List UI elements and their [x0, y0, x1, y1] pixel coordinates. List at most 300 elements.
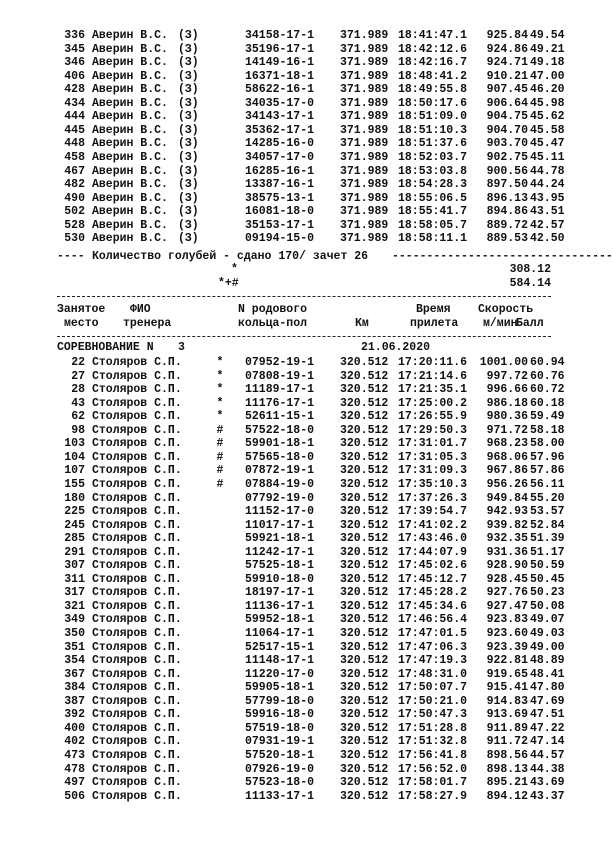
speed-cell: 1001.00	[479, 356, 528, 369]
km-cell: 320.512	[340, 545, 389, 559]
arrival-time-cell: 17:41:02.2	[398, 518, 468, 532]
km-cell: 371.989	[340, 96, 389, 110]
speed-cell: 924.86	[486, 42, 528, 56]
km-cell: 320.512	[340, 356, 389, 369]
table-row	[0, 519, 600, 533]
place-cell: 28	[71, 383, 85, 397]
table-row	[0, 735, 600, 749]
ring-cell: 52517-15-1	[245, 640, 315, 654]
ring-cell: 11064-17-1	[245, 627, 315, 640]
speed-cell: 898.13	[486, 762, 528, 776]
trainer-name-cell: Столяров С.П.	[92, 464, 182, 478]
trainer-name-cell: Столяров С.П.	[92, 667, 182, 681]
trainer-name-cell: Аверин В.С.	[92, 218, 168, 232]
score-cell: 53.57	[530, 505, 565, 519]
arrival-time-cell: 18:55:06.5	[398, 191, 468, 205]
column-header-line2	[0, 317, 600, 331]
place-cell: 387	[64, 694, 85, 708]
header-ball: Балл	[516, 317, 544, 330]
arrival-time-cell: 18:54:28.3	[398, 178, 468, 192]
header-ring: N родового	[238, 303, 308, 316]
speed-cell: 924.71	[486, 56, 528, 70]
km-cell: 320.512	[340, 518, 389, 532]
ring-cell: 59921-18-1	[245, 532, 315, 546]
mark-cell: *	[216, 356, 224, 369]
place-cell: 27	[71, 369, 85, 383]
speed-cell: 928.90	[486, 559, 528, 573]
arrival-time-cell: 18:41:47.1	[398, 29, 468, 42]
trainer-name-cell: Аверин В.С.	[92, 123, 168, 137]
place-cell: 180	[64, 491, 85, 505]
ring-cell: 11017-17-1	[245, 518, 315, 532]
table-row	[0, 464, 600, 478]
score-cell: 42.50	[530, 232, 565, 246]
place-cell: 107	[64, 464, 85, 478]
score-cell: 60.72	[530, 383, 565, 397]
place-cell: 285	[64, 532, 85, 546]
speed-cell: 906.64	[486, 96, 528, 110]
km-cell: 320.512	[340, 748, 389, 762]
mark-cell: *	[216, 396, 224, 410]
trainer-name-cell: Столяров С.П.	[92, 450, 182, 464]
speed-cell: 939.82	[486, 518, 528, 532]
arrival-time-cell: 17:31:01.7	[398, 437, 468, 451]
table-row	[0, 532, 600, 546]
header-top-divider	[57, 296, 551, 297]
code-cell: (З)	[178, 42, 199, 56]
score-cell: 57.96	[530, 450, 565, 464]
score-cell: 43.95	[530, 191, 565, 205]
km-cell: 320.512	[340, 396, 389, 410]
place-cell: 528	[64, 218, 85, 232]
score-cell: 49.07	[530, 613, 565, 627]
summary-dashes: --------------------------------	[392, 250, 613, 263]
ring-cell: 57520-18-1	[245, 748, 315, 762]
speed-cell: 894.12	[486, 789, 528, 803]
code-cell: (З)	[178, 123, 199, 137]
table-row	[0, 546, 600, 560]
arrival-time-cell: 17:51:32.8	[398, 735, 468, 749]
trainer-name-cell: Столяров С.П.	[92, 694, 182, 708]
km-cell: 320.512	[340, 694, 389, 708]
ring-cell: 07952-19-1	[245, 356, 315, 369]
ring-cell: 07884-19-0	[245, 477, 315, 491]
mark-cell: *	[216, 383, 224, 397]
arrival-time-cell: 18:58:05.7	[398, 218, 468, 232]
place-cell: 400	[64, 721, 85, 735]
km-cell: 320.512	[340, 559, 389, 573]
table-row	[0, 478, 600, 492]
place-cell: 490	[64, 191, 85, 205]
km-cell: 371.989	[340, 150, 389, 164]
speed-cell: 911.89	[486, 721, 528, 735]
speed-cell: 996.66	[486, 383, 528, 397]
arrival-time-cell: 18:50:17.6	[398, 96, 468, 110]
table-row	[0, 356, 600, 370]
score-cell: 44.38	[530, 762, 565, 776]
table-row	[0, 29, 600, 43]
trainer-name-cell: Столяров С.П.	[92, 613, 182, 627]
score-cell: 47.00	[530, 69, 565, 83]
km-cell: 320.512	[340, 572, 389, 586]
trainer-name-cell: Столяров С.П.	[92, 369, 182, 383]
arrival-time-cell: 17:46:56.4	[398, 613, 468, 627]
trainer-name-cell: Столяров С.П.	[92, 640, 182, 654]
arrival-time-cell: 17:47:19.3	[398, 654, 468, 668]
place-cell: 502	[64, 205, 85, 219]
arrival-time-cell: 17:45:34.6	[398, 599, 468, 613]
speed-cell: 910.21	[486, 69, 528, 83]
table-row	[0, 681, 600, 695]
place-cell: 349	[64, 613, 85, 627]
trainer-name-cell: Аверин В.С.	[92, 96, 168, 110]
ring-cell: 13387-16-1	[245, 178, 315, 192]
place-cell: 245	[64, 518, 85, 532]
km-cell: 320.512	[340, 762, 389, 776]
total-star-mark: *	[231, 263, 238, 276]
table-row	[0, 749, 600, 763]
arrival-time-cell: 17:44:07.9	[398, 545, 468, 559]
speed-cell: 923.60	[486, 627, 528, 640]
ring-cell: 14285-16-0	[245, 137, 315, 151]
place-cell: 392	[64, 708, 85, 722]
speed-cell: 927.76	[486, 586, 528, 600]
trainer-name-cell: Аверин В.С.	[92, 29, 168, 42]
ring-cell: 38575-13-1	[245, 191, 315, 205]
table-row	[0, 613, 600, 627]
place-cell: 458	[64, 150, 85, 164]
table-row	[0, 586, 600, 600]
km-cell: 320.512	[340, 383, 389, 397]
score-cell: 49.21	[530, 42, 565, 56]
place-cell: 225	[64, 505, 85, 519]
ring-cell: 07872-19-1	[245, 464, 315, 478]
trainer-name-cell: Столяров С.П.	[92, 654, 182, 668]
arrival-time-cell: 18:51:10.3	[398, 123, 468, 137]
place-cell: 345	[64, 42, 85, 56]
km-cell: 320.512	[340, 640, 389, 654]
mark-cell: #	[216, 477, 224, 491]
speed-cell: 902.75	[486, 150, 528, 164]
score-cell: 48.89	[530, 654, 565, 668]
table-row	[0, 70, 600, 84]
competition-label: СОРЕВНОВАНИЕ N	[57, 341, 154, 354]
km-cell: 371.989	[340, 123, 389, 137]
place-cell: 43	[71, 396, 85, 410]
code-cell: (З)	[178, 164, 199, 178]
score-cell: 45.58	[530, 123, 565, 137]
table-row	[0, 124, 600, 138]
trainer-name-cell: Аверин В.С.	[92, 191, 168, 205]
table-row	[0, 790, 600, 804]
speed-cell: 903.70	[486, 137, 528, 151]
ring-cell: 34057-17-0	[245, 150, 315, 164]
arrival-time-cell: 17:21:14.6	[398, 369, 468, 383]
table-row	[0, 722, 600, 736]
ring-cell: 57519-18-0	[245, 721, 315, 735]
arrival-time-cell: 17:35:10.3	[398, 477, 468, 491]
arrival-time-cell: 17:45:12.7	[398, 572, 468, 586]
table-row	[0, 205, 600, 219]
km-cell: 320.512	[340, 505, 389, 519]
speed-cell: 980.36	[486, 410, 528, 424]
place-cell: 473	[64, 748, 85, 762]
score-cell: 58.00	[530, 437, 565, 451]
table-row	[0, 627, 600, 641]
score-cell: 44.24	[530, 178, 565, 192]
place-cell: 428	[64, 83, 85, 97]
ring-cell: 34158-17-1	[245, 29, 315, 42]
trainer-name-cell: Столяров С.П.	[92, 383, 182, 397]
ring-cell: 11148-17-1	[245, 654, 315, 668]
ring-cell: 59952-18-1	[245, 613, 315, 627]
competition-date: 21.06.2020	[361, 341, 431, 354]
place-cell: 321	[64, 599, 85, 613]
km-cell: 320.512	[340, 477, 389, 491]
place-cell: 506	[64, 789, 85, 803]
table-row	[0, 110, 600, 124]
summary-row	[0, 250, 613, 264]
arrival-time-cell: 17:31:05.3	[398, 450, 468, 464]
speed-cell: 967.86	[486, 464, 528, 478]
header-ring-2: кольца-пол	[238, 317, 308, 330]
trainer-name-cell: Столяров С.П.	[92, 356, 182, 369]
km-cell: 320.512	[340, 721, 389, 735]
trainer-name-cell: Столяров С.П.	[92, 545, 182, 559]
speed-cell: 928.45	[486, 572, 528, 586]
arrival-time-cell: 17:50:21.0	[398, 694, 468, 708]
score-cell: 60.76	[530, 369, 565, 383]
trainer-name-cell: Аверин В.С.	[92, 83, 168, 97]
trainer-name-cell: Столяров С.П.	[92, 396, 182, 410]
score-cell: 46.20	[530, 83, 565, 97]
table-row	[0, 763, 600, 777]
code-cell: (З)	[178, 150, 199, 164]
code-cell: (З)	[178, 232, 199, 246]
arrival-time-cell: 17:56:52.0	[398, 762, 468, 776]
score-cell: 43.69	[530, 776, 565, 790]
trainer-name-cell: Столяров С.П.	[92, 627, 182, 640]
total-starhash-mark: *+#	[218, 277, 239, 290]
table-row	[0, 370, 600, 384]
table-row	[0, 573, 600, 587]
code-cell: (З)	[178, 191, 199, 205]
score-cell: 50.45	[530, 572, 565, 586]
trainer-name-cell: Столяров С.П.	[92, 559, 182, 573]
score-cell: 48.41	[530, 667, 565, 681]
score-cell: 43.37	[530, 789, 565, 803]
table-row	[0, 178, 600, 192]
speed-cell: 904.75	[486, 110, 528, 124]
score-cell: 59.49	[530, 410, 565, 424]
table-row	[0, 43, 600, 57]
mark-cell: #	[216, 423, 224, 437]
arrival-time-cell: 17:56:41.8	[398, 748, 468, 762]
ring-cell: 16081-18-0	[245, 205, 315, 219]
score-cell: 49.18	[530, 56, 565, 70]
table-row	[0, 383, 600, 397]
table-row	[0, 695, 600, 709]
table-row	[0, 776, 600, 790]
trainer-name-cell: Столяров С.П.	[92, 423, 182, 437]
place-cell: 62	[71, 410, 85, 424]
speed-cell: 949.84	[486, 491, 528, 505]
arrival-time-cell: 17:39:54.7	[398, 505, 468, 519]
arrival-time-cell: 17:45:28.2	[398, 586, 468, 600]
speed-cell: 927.47	[486, 599, 528, 613]
km-cell: 371.989	[340, 110, 389, 124]
score-cell: 56.11	[530, 477, 565, 491]
km-cell: 371.989	[340, 178, 389, 192]
code-cell: (З)	[178, 56, 199, 70]
score-cell: 47.69	[530, 694, 565, 708]
header-km: Км	[355, 317, 369, 330]
score-cell: 43.51	[530, 205, 565, 219]
code-cell: (З)	[178, 69, 199, 83]
score-cell: 45.47	[530, 137, 565, 151]
ring-cell: 59916-18-0	[245, 708, 315, 722]
score-cell: 50.59	[530, 559, 565, 573]
competition-row	[0, 341, 600, 355]
speed-cell: 911.72	[486, 735, 528, 749]
speed-cell: 931.36	[486, 545, 528, 559]
header-name: ФИО	[130, 303, 151, 316]
trainer-name-cell: Столяров С.П.	[92, 708, 182, 722]
speed-cell: 968.06	[486, 450, 528, 464]
trainer-name-cell: Столяров С.П.	[92, 748, 182, 762]
place-cell: 530	[64, 232, 85, 246]
place-cell: 367	[64, 667, 85, 681]
arrival-time-cell: 18:42:16.7	[398, 56, 468, 70]
arrival-time-cell: 17:50:07.7	[398, 681, 468, 695]
code-cell: (З)	[178, 29, 199, 42]
speed-cell: 986.18	[486, 396, 528, 410]
place-cell: 346	[64, 56, 85, 70]
summary-lead: ----	[57, 250, 85, 263]
ring-cell: 16371-18-1	[245, 69, 315, 83]
mark-cell: #	[216, 437, 224, 451]
speed-cell: 915.41	[486, 681, 528, 695]
competition-number: 3	[178, 341, 185, 354]
arrival-time-cell: 18:42:12.6	[398, 42, 468, 56]
score-cell: 50.23	[530, 586, 565, 600]
score-cell: 55.20	[530, 491, 565, 505]
score-cell: 49.03	[530, 627, 565, 640]
speed-cell: 898.56	[486, 748, 528, 762]
speed-cell: 904.70	[486, 123, 528, 137]
trainer-name-cell: Столяров С.П.	[92, 599, 182, 613]
speed-cell: 889.72	[486, 218, 528, 232]
arrival-time-cell: 17:47:01.5	[398, 627, 468, 640]
place-cell: 317	[64, 586, 85, 600]
place-cell: 103	[64, 437, 85, 451]
place-cell: 307	[64, 559, 85, 573]
trainer-name-cell: Аверин В.С.	[92, 137, 168, 151]
score-cell: 45.11	[530, 150, 565, 164]
km-cell: 371.989	[340, 29, 389, 42]
table-row	[0, 505, 600, 519]
place-cell: 98	[71, 423, 85, 437]
place-cell: 444	[64, 110, 85, 124]
place-cell: 350	[64, 627, 85, 640]
table-row	[0, 165, 600, 179]
trainer-name-cell: Аверин В.С.	[92, 178, 168, 192]
ring-cell: 58622-16-1	[245, 83, 315, 97]
km-cell: 320.512	[340, 369, 389, 383]
arrival-time-cell: 17:50:47.3	[398, 708, 468, 722]
km-cell: 320.512	[340, 437, 389, 451]
km-cell: 371.989	[340, 218, 389, 232]
km-cell: 320.512	[340, 410, 389, 424]
arrival-time-cell: 18:49:55.8	[398, 83, 468, 97]
speed-cell: 896.13	[486, 191, 528, 205]
score-cell: 45.62	[530, 110, 565, 124]
speed-cell: 923.83	[486, 613, 528, 627]
arrival-time-cell: 17:58:01.7	[398, 776, 468, 790]
table-row	[0, 97, 600, 111]
ring-cell: 11242-17-1	[245, 545, 315, 559]
km-cell: 320.512	[340, 491, 389, 505]
arrival-time-cell: 18:53:03.8	[398, 164, 468, 178]
trainer-name-cell: Столяров С.П.	[92, 572, 182, 586]
place-cell: 467	[64, 164, 85, 178]
trainer-name-cell: Столяров С.П.	[92, 532, 182, 546]
trainer-name-cell: Аверин В.С.	[92, 164, 168, 178]
speed-cell: 922.81	[486, 654, 528, 668]
ring-cell: 59901-18-1	[245, 437, 315, 451]
header-time: Время	[416, 303, 451, 316]
km-cell: 371.989	[340, 191, 389, 205]
arrival-time-cell: 17:25:00.2	[398, 396, 468, 410]
km-cell: 320.512	[340, 627, 389, 640]
ring-cell: 07926-19-0	[245, 762, 315, 776]
score-cell: 47.14	[530, 735, 565, 749]
speed-cell: 971.72	[486, 423, 528, 437]
km-cell: 371.989	[340, 205, 389, 219]
table-row	[0, 654, 600, 668]
place-cell: 311	[64, 572, 85, 586]
score-cell: 51.39	[530, 532, 565, 546]
mark-cell: #	[216, 450, 224, 464]
header-name-2: тренера	[123, 317, 172, 330]
ring-cell: 34143-17-1	[245, 110, 315, 124]
code-cell: (З)	[178, 205, 199, 219]
code-cell: (З)	[178, 110, 199, 124]
place-cell: 155	[64, 477, 85, 491]
ring-cell: 11133-17-1	[245, 789, 315, 803]
score-cell: 45.98	[530, 96, 565, 110]
table-row	[0, 708, 600, 722]
ring-cell: 09194-15-0	[245, 232, 315, 246]
ring-cell: 57799-18-0	[245, 694, 315, 708]
mark-cell: *	[216, 369, 224, 383]
km-cell: 320.512	[340, 423, 389, 437]
ring-cell: 07808-19-1	[245, 369, 315, 383]
ring-cell: 59910-18-0	[245, 572, 315, 586]
speed-cell: 913.69	[486, 708, 528, 722]
arrival-time-cell: 17:58:27.9	[398, 789, 468, 803]
table-row	[0, 424, 600, 438]
speed-cell: 925.84	[486, 29, 528, 42]
ring-cell: 35362-17-1	[245, 123, 315, 137]
place-cell: 482	[64, 178, 85, 192]
km-cell: 371.989	[340, 164, 389, 178]
ring-cell: 57522-18-0	[245, 423, 315, 437]
km-cell: 320.512	[340, 464, 389, 478]
total-star-value: 308.12	[509, 263, 551, 276]
arrival-time-cell: 18:58:11.1	[398, 232, 468, 246]
place-cell: 402	[64, 735, 85, 749]
